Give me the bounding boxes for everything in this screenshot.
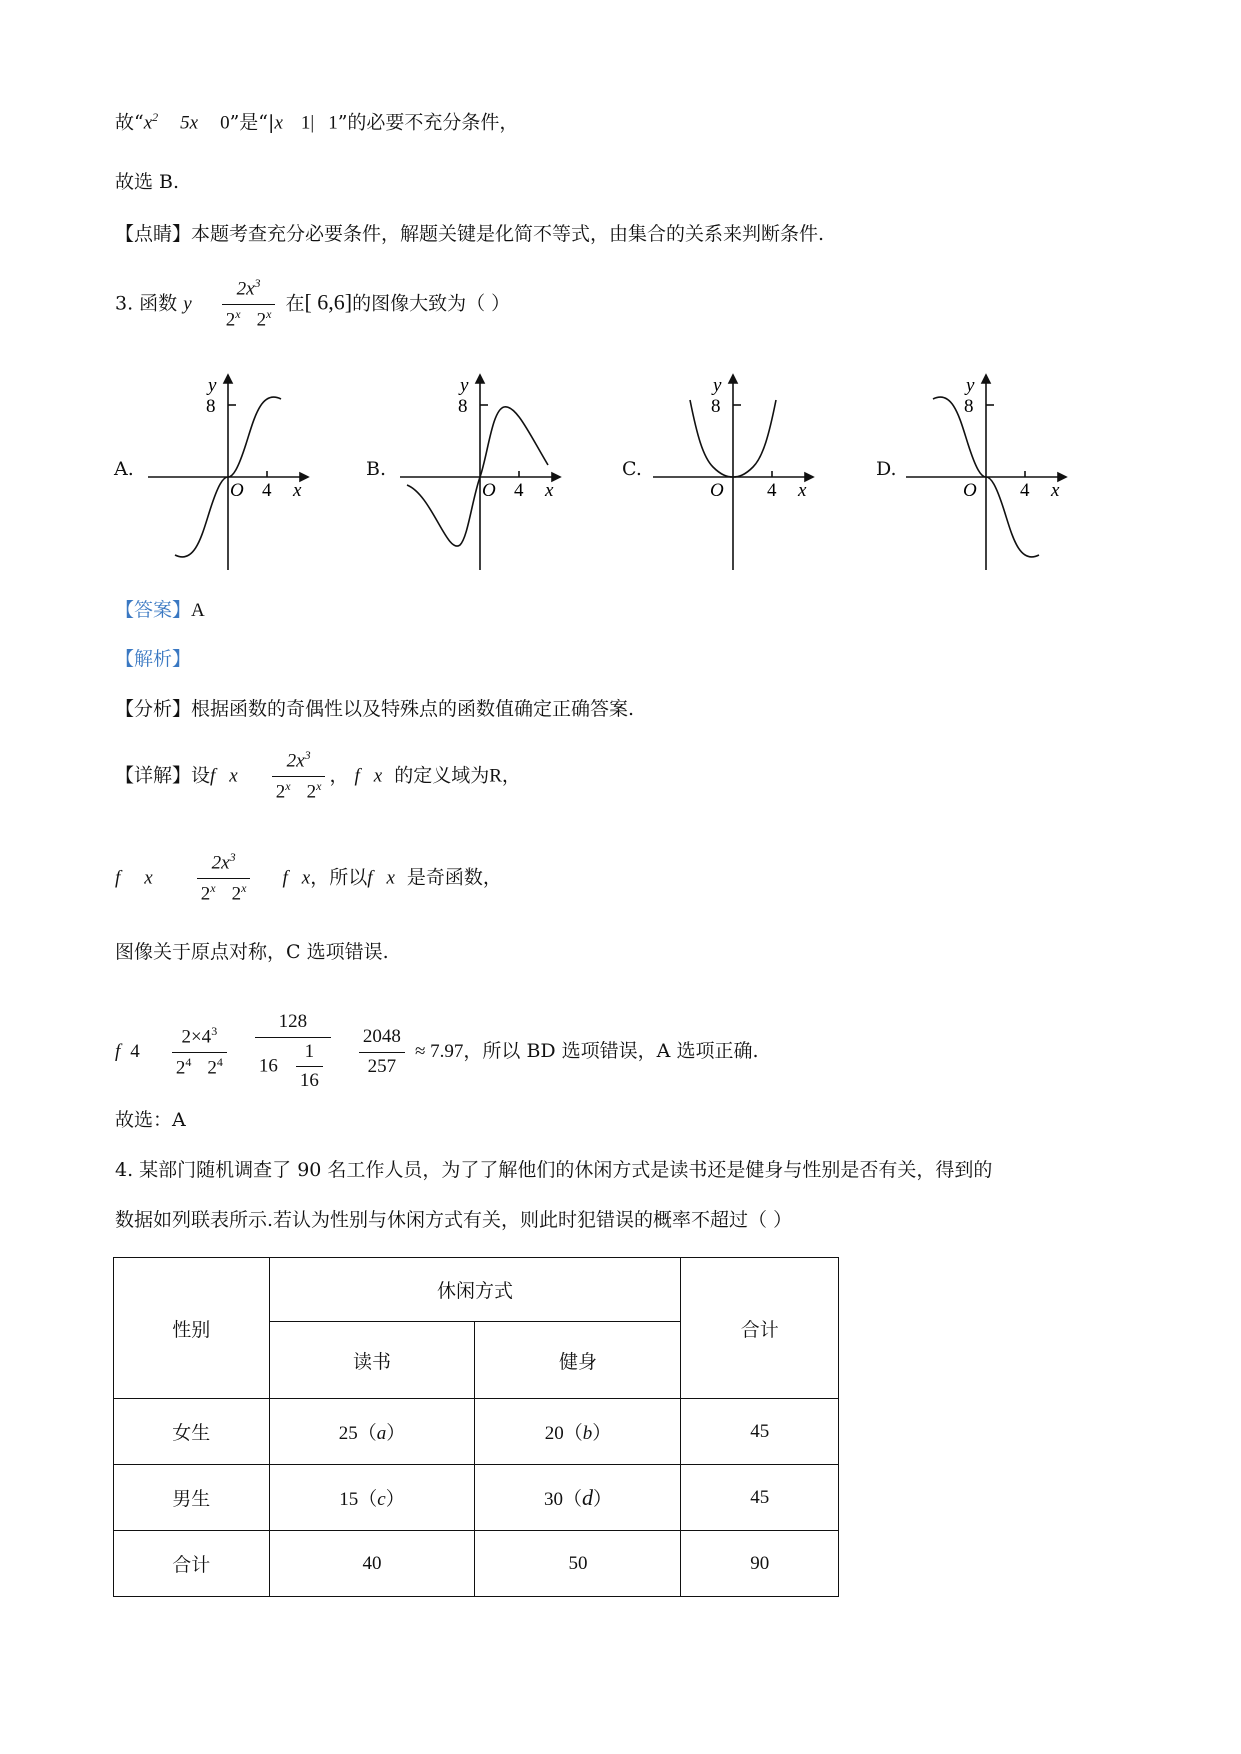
detail-end: ， (501, 764, 521, 787)
detail-line (115, 748, 521, 805)
graph-c-x: x (798, 480, 807, 501)
math-one: 1 (328, 112, 338, 134)
den-a: 2 (275, 781, 286, 803)
cell-fit: 50 (475, 1531, 681, 1597)
den-b: 2 (207, 1056, 217, 1078)
row-label: 男生 (114, 1465, 270, 1531)
q3-den (222, 305, 276, 333)
domain-text: 的定义域为 (394, 764, 490, 787)
header-read: 读书 (269, 1322, 475, 1399)
f4-tail: ，所以 BD 选项错误，A 选项正确. (463, 1040, 759, 1063)
odd-mid: ，所以 (310, 866, 368, 889)
dianjing-line: 【点睛】本题考查充分必要条件，解题关键是化简不等式，由集合的关系来判断条件. (115, 223, 825, 245)
math-x: x (229, 765, 238, 787)
cell-value: 20 (544, 1423, 564, 1444)
cell-fit: 30（d） (475, 1465, 681, 1531)
f4-line (115, 1010, 758, 1094)
den-a: 16 (258, 1055, 278, 1077)
contingency-table (113, 1257, 839, 1597)
option-c-label: C. (622, 458, 642, 480)
graph-d-x: x (1051, 480, 1060, 501)
table-row (114, 1399, 839, 1465)
den-a: 2 (225, 309, 236, 331)
inner-den: 16 (299, 1070, 319, 1092)
f4-frac2 (255, 1010, 331, 1094)
q3-post: 的图像大致为（ ） (352, 292, 511, 315)
cell-read: 15（c） (269, 1465, 475, 1531)
graph-a-4: 4 (262, 480, 272, 501)
math-f2: f (354, 765, 360, 787)
f4-num3 (359, 1025, 405, 1053)
num-sup: 3 (229, 850, 236, 864)
math-f3: f (367, 867, 373, 889)
cell-total: 45 (681, 1399, 839, 1465)
table-row (114, 1531, 839, 1597)
den-a: 2 (200, 883, 211, 905)
header-fit: 健身 (475, 1322, 681, 1399)
den-sup1: x (210, 881, 216, 896)
graph-a (140, 365, 395, 580)
num-sup: 3 (254, 276, 261, 290)
odd-end: 是奇函数， (406, 866, 502, 889)
math-arg: 4 (130, 1041, 140, 1063)
option-a-label: A. (114, 458, 134, 480)
text-suffix: ”的必要不充分条件， (337, 111, 519, 134)
cell-fit: 20（b） (475, 1399, 681, 1465)
cell-value: 25 (338, 1423, 358, 1444)
fenxi-line: 【分析】根据函数的奇偶性以及特殊点的函数值确定正确答案. (115, 698, 635, 720)
graph-a-x: x (293, 480, 302, 501)
graph-b-o: O (482, 480, 496, 501)
math-5x: 5x (180, 112, 199, 134)
math-x2: x (301, 867, 311, 889)
f4-frac3 (359, 1025, 405, 1079)
graph-c-4: 4 (767, 480, 777, 501)
den-sup1: x (235, 307, 241, 322)
cell-var: a (376, 1423, 387, 1444)
f4-num2 (255, 1010, 331, 1038)
row-label: 女生 (114, 1399, 270, 1465)
odd-fraction (197, 850, 251, 907)
option-d-label: D. (876, 458, 897, 480)
num-text: 2x (286, 750, 305, 772)
den-b: 2 (231, 883, 242, 905)
graph-d-o: O (963, 480, 977, 501)
conclusion-line (115, 110, 518, 136)
graph-a-o: O (230, 480, 244, 501)
comma: ， (329, 764, 349, 787)
inner-num: 1 (296, 1040, 323, 1068)
math-sup: 2 (152, 110, 159, 124)
cell-var: c (377, 1489, 386, 1510)
inner-frac (296, 1040, 323, 1094)
math-f: f (210, 765, 216, 787)
q3-num (222, 276, 276, 305)
q3-interval: [ 6,6] (304, 289, 353, 315)
f4-frac1 (172, 1024, 227, 1081)
symmetry-line: 图像关于原点对称，C 选项错误. (115, 941, 389, 963)
f4-num1 (172, 1024, 227, 1053)
text-mid: ”是“| (229, 111, 275, 134)
question-3 (115, 276, 510, 333)
header-leisure: 休闲方式 (269, 1258, 681, 1322)
option-b-label: B. (366, 458, 387, 480)
den-sup2: x (241, 881, 247, 896)
den-b: 2 (306, 781, 317, 803)
num-sup: 3 (211, 1023, 218, 1038)
graph-b-x: x (545, 480, 554, 501)
f4-den2 (255, 1038, 331, 1094)
graph-c-o: O (710, 480, 724, 501)
f4-den1 (172, 1053, 227, 1081)
num-text: 2x (236, 278, 255, 300)
cell-read: 40 (269, 1531, 475, 1597)
math-f: f (115, 1041, 121, 1063)
header-total: 合计 (681, 1258, 839, 1399)
num-text: 2048 (362, 1025, 401, 1047)
odd-den (197, 879, 251, 907)
den-sup2: x (266, 307, 272, 322)
detail-den (272, 777, 326, 805)
cell-var: d (581, 1485, 593, 1510)
den-a: 2 (175, 1056, 186, 1078)
math-x3: x (386, 867, 395, 889)
cell-var: b (582, 1423, 593, 1444)
answer-tag: 【答案】 (115, 599, 192, 621)
graph-d-8: 8 (964, 396, 974, 417)
f4-den3 (359, 1053, 405, 1080)
cell-value: 30 (543, 1489, 563, 1510)
graph-a-y: y (208, 375, 217, 396)
graph-b-y: y (460, 375, 469, 396)
graph-d (898, 365, 1153, 580)
num-text: 2x (211, 852, 230, 874)
q3-fraction (222, 276, 276, 333)
num-text: 2×4 (181, 1025, 212, 1047)
graph-a-8: 8 (206, 396, 216, 417)
num-text: 128 (278, 1011, 308, 1032)
q3-prefix: 3. 函数 (115, 292, 178, 315)
math-f: f (115, 867, 121, 889)
math-x2: x (274, 112, 283, 134)
den-sup1: x (285, 779, 291, 794)
cell-read: 25（a） (269, 1399, 475, 1465)
cell-total: 90 (681, 1531, 839, 1597)
detail-tag: 【详解】设 (115, 764, 211, 787)
detail-num (272, 748, 326, 777)
math-f2: f (282, 867, 288, 889)
graph-d-y: y (966, 375, 975, 396)
graph-c (645, 365, 900, 580)
math-x: x (143, 112, 153, 134)
graph-b-8: 8 (458, 396, 468, 417)
math-abs: 1| (300, 112, 315, 134)
math-x2: x (373, 765, 383, 787)
den-sup1: 4 (185, 1054, 192, 1069)
q3-in: 在 (285, 292, 305, 315)
cell-total: 45 (681, 1465, 839, 1531)
num-sup: 3 (304, 748, 311, 762)
math-y: y (183, 293, 192, 315)
answer-line (115, 598, 205, 624)
table-row (114, 1465, 839, 1531)
analysis-tag: 【解析】 (115, 648, 192, 670)
math-x: x (144, 867, 153, 889)
answer-value: A (191, 600, 205, 621)
q4-line1: 4. 某部门随机调查了 90 名工作人员，为了了解他们的休闲方式是读书还是健身与性别是否有关，得到的 (115, 1159, 993, 1181)
choose-a-line: 故选：A (115, 1109, 186, 1131)
q4-line2: 数据如列联表所示.若认为性别与休闲方式有关，则此时犯错误的概率不超过（ ） (115, 1209, 793, 1231)
graph-d-4: 4 (1020, 480, 1030, 501)
math-R: R (489, 765, 502, 787)
graph-c-y: y (713, 375, 722, 396)
den-sup2: x (316, 779, 322, 794)
graph-c-8: 8 (711, 396, 721, 417)
choose-b-line: 故选 B. (115, 171, 180, 193)
math-zero: 0 (220, 112, 230, 134)
graph-b-4: 4 (514, 480, 524, 501)
den-text: 257 (367, 1055, 397, 1077)
text-prefix: 故“ (115, 111, 144, 134)
odd-num (197, 850, 251, 879)
graph-b (392, 365, 647, 580)
detail-fraction (272, 748, 326, 805)
header-gender: 性别 (114, 1258, 270, 1399)
approx: ≈ 7.97 (414, 1041, 464, 1063)
row-label: 合计 (114, 1531, 270, 1597)
odd-line (115, 850, 502, 907)
den-b: 2 (256, 309, 267, 331)
den-sup2: 4 (216, 1054, 223, 1069)
cell-value: 15 (339, 1489, 359, 1510)
